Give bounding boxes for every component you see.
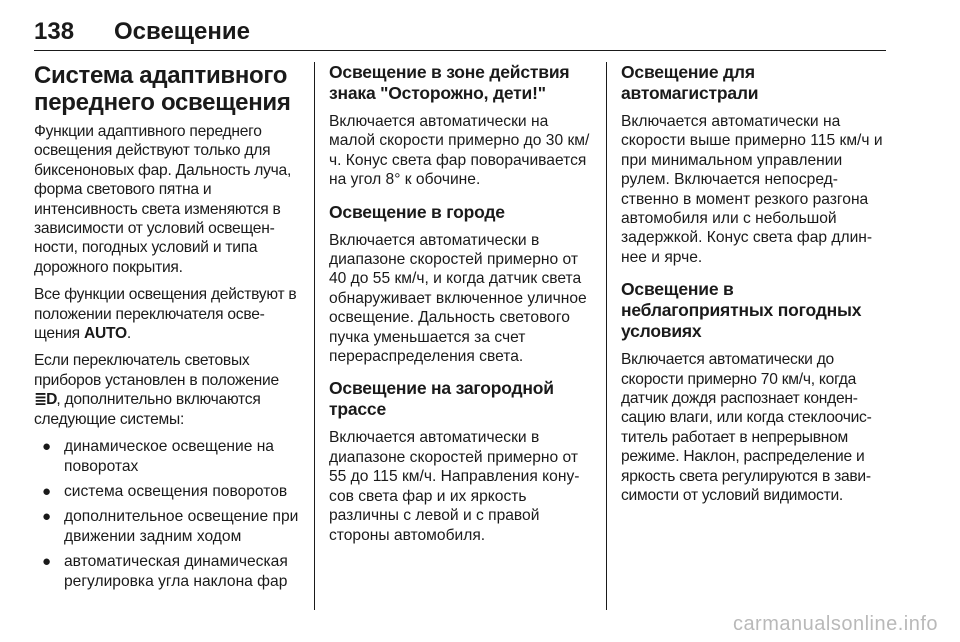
text-motorway: Включается автоматически на скорости выше примерно 115 км/ч и при минимальном управлении рулем. Включается непосредственно в момент резкого разгона автомобиля или с небольшой задержкой. Конус света фар длиннее и ярче.: [621, 113, 883, 266]
systems-list: [34, 437, 300, 591]
heading-children-zone: Освещение в зоне действия знака "Осторожно, дети!": [329, 62, 570, 103]
bullet-icon: ●: [42, 438, 52, 456]
list-item: [34, 507, 300, 546]
switch-text-before: Если переключатель световых приборов установлен в положение: [34, 352, 279, 389]
list-item: [34, 437, 300, 476]
auto-word: AUTO: [83, 325, 127, 343]
page-title: Освещение: [114, 18, 250, 45]
column-right: [606, 62, 888, 610]
bullet-icon: ●: [42, 508, 52, 526]
text-city: Включается автоматически в диапазоне скоростей примерно от 40 до 55 км/ч, и когда датчик света обнаруживает включенное уличное освещение. Дальность светового пучка уменьшается за счет перераспределения света.: [329, 231, 587, 366]
section-heading-adaptive-lighting: Система адаптивного переднего освещения: [34, 62, 291, 116]
heading-country-road: Освещение на загородной трассе: [329, 378, 554, 420]
intro-paragraph: Функции адаптивного переднего освещения действуют только для биксеноновых фар. Дальность луча, форма светового пятна и интенсивность света изменяются в зависимости от условий освещенности, погодных условий и типа дорожного покрытия.: [34, 123, 292, 276]
switch-text-after: , дополнительно включаются следующие системы:: [34, 391, 261, 428]
auto-paragraph: [34, 285, 300, 343]
list-item: [34, 482, 300, 501]
page-number: 138: [34, 18, 75, 45]
list-item-text: автоматическая динамическая регулировка угла наклона фар: [64, 553, 288, 590]
bullet-icon: ●: [42, 553, 52, 571]
column-left: [34, 62, 300, 610]
bullet-icon: ●: [42, 482, 52, 500]
list-item-text: динамическое освещение на поворотах: [64, 438, 274, 475]
auto-text-before: Все функции освещения действуют в положении переключателя освещения: [34, 286, 297, 343]
list-item-text: система освещения поворотов: [64, 482, 288, 500]
page-header: [34, 18, 886, 51]
list-item-text: дополнительное освещение при движении задним ходом: [64, 508, 299, 545]
text-bad-weather: Включается автоматически до скорости примерно 70 км/ч, когда датчик дождя распознает конденсацию влаги, или когда стеклоочиститель работает в непрерывном режиме. Наклон, распределение и яркость света регулируются в зависимости от условий видимости.: [621, 351, 872, 505]
text-country-road: Включается автоматически в диапазоне скоростей примерно от 55 до 115 км/ч. Направления конусов света фар и их яркость различны с левой и с правой стороны автомобиля.: [329, 429, 580, 544]
list-item: [34, 552, 300, 591]
column-middle: [314, 62, 592, 610]
heading-motorway: Освещение для автомагистрали: [621, 62, 759, 103]
text-children-zone: Включается автоматически на малой скорости примерно до 30 км/ч. Конус света фар поворачивается на угол 8° к обочине.: [329, 113, 590, 189]
heading-bad-weather: Освещение в неблагоприятных погодных условиях: [621, 279, 862, 342]
heading-city: Освещение в городе: [329, 201, 505, 222]
watermark: carmanualsonline.info: [732, 613, 938, 635]
auto-text-after: .: [126, 325, 131, 343]
switch-paragraph: [34, 351, 300, 429]
headlight-icon: ≣D: [34, 391, 57, 409]
